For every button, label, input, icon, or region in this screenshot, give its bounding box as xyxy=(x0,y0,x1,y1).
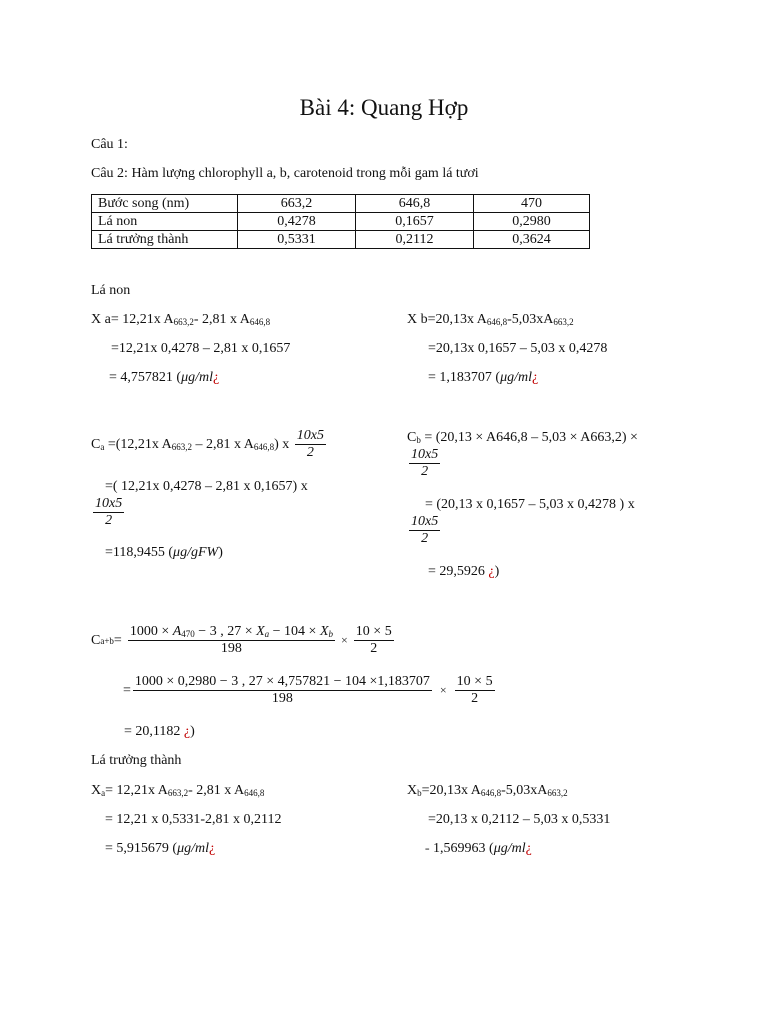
formula-xb-mature-result xyxy=(425,841,532,857)
unit: μg/ml xyxy=(493,841,526,856)
formula-xb-mature xyxy=(407,783,568,799)
formula-text: − 3 , 27 × xyxy=(194,624,257,639)
formula-text: = xyxy=(113,632,122,648)
absorbance-table xyxy=(91,194,590,249)
subscript: a xyxy=(100,441,105,452)
formula-var: X xyxy=(319,624,329,639)
fraction-denominator: 2 xyxy=(421,531,429,547)
fraction-numerator: 10x5 xyxy=(409,514,440,531)
times-sign: × xyxy=(439,682,447,697)
formula-var: A xyxy=(172,624,182,639)
subscript: 646,8 xyxy=(249,317,271,327)
formula-cb xyxy=(407,430,638,446)
formula-text: X xyxy=(407,783,418,798)
subscript: 646,8 xyxy=(253,441,275,452)
formula-text: = xyxy=(123,682,131,698)
formula-text: X xyxy=(91,783,102,798)
table-row xyxy=(92,213,590,231)
result-text: ) xyxy=(218,545,223,560)
fraction-numerator xyxy=(128,624,335,641)
table-cell: 663,2 xyxy=(238,195,356,213)
fraction-numerator: 1000 × 0,2980 − 3 , 27 × 4,757821 − 104 ×1,183707 xyxy=(133,674,432,691)
table-cell: Bước song (nm) xyxy=(92,195,238,213)
table-cell: 0,2980 xyxy=(474,213,590,231)
formula-xa-mature xyxy=(91,783,264,799)
subscript: 646,8 xyxy=(486,317,508,327)
unit: μg/ml xyxy=(181,370,213,385)
subscript: b xyxy=(417,788,422,798)
formula-text: C xyxy=(91,632,101,648)
fraction-numerator: 10 × 5 xyxy=(354,624,394,641)
subscript: a xyxy=(264,629,270,639)
formula-xb-result xyxy=(428,370,538,386)
formula-xa-mature-result xyxy=(105,841,215,857)
fraction-numerator: 10 × 5 xyxy=(455,674,495,691)
formula-text: 1000 × xyxy=(129,624,173,639)
question-1: Câu 1: xyxy=(91,137,128,152)
formula-cab: C a+b = $\frac{1000 \times A_{470} - 3 , 27 \times X_a - 104 \times X_b}{198}$ × $\frac{10 \times 5}{2}$ xyxy=(91,624,392,657)
formula-text: − 104 × xyxy=(269,624,320,639)
formula-text: - 2,81 x A xyxy=(193,312,250,327)
formula-text: C xyxy=(407,430,417,445)
result-text: = 1,183707 ( xyxy=(428,370,501,385)
small-equals: = xyxy=(425,845,430,854)
subscript: b xyxy=(416,435,421,445)
broken-char: ¿ xyxy=(488,564,495,579)
table-cell: 646,8 xyxy=(356,195,474,213)
formula-text: X b=20,13x A xyxy=(407,312,487,327)
result-text: = 20,1182 xyxy=(124,724,184,739)
fraction-denominator: 198 xyxy=(271,691,293,707)
result-text: = 5,915679 ( xyxy=(105,841,178,856)
formula-xa-mature-substitution: = 12,21 x 0,5331-2,81 x 0,2112 xyxy=(105,812,282,827)
section-heading-la-truong-thanh: Lá trưởng thành xyxy=(91,753,182,768)
fraction-numerator: 10x5 xyxy=(295,428,326,445)
formula-xb-mature-substitution: =20,13 x 0,2112 – 5,03 x 0,5331 xyxy=(428,812,611,827)
formula-text: = (20,13 × A646,8 – 5,03 × A663,2) × xyxy=(420,430,638,445)
fraction xyxy=(354,624,394,657)
fraction-denominator: 2 xyxy=(105,513,113,529)
unit: μg/ml xyxy=(177,841,209,856)
result-text: = 4,757821 ( xyxy=(109,370,182,385)
subscript: 663,2 xyxy=(553,317,574,327)
fraction xyxy=(455,674,495,707)
table-cell: 0,4278 xyxy=(238,213,356,231)
formula-xb-substitution: =20,13x 0,1657 – 5,03 x 0,4278 xyxy=(428,341,608,356)
unit: μg/gFW xyxy=(173,545,219,560)
formula-ca-result xyxy=(105,545,223,561)
formula-cb-fraction-2 xyxy=(407,514,442,547)
question-2: Câu 2: Hàm lượng chlorophyll a, b, carotenoid trong mỗi gam lá tươi xyxy=(91,166,479,181)
formula-cb-substitution: = (20,13 x 0,1657 – 5,03 x 0,4278 ) x xyxy=(425,497,635,512)
formula-text: -5,03xA xyxy=(507,312,554,327)
formula-text: -5,03xA xyxy=(501,783,548,798)
subscript: 470 xyxy=(181,629,195,639)
table-cell: Lá trưởng thành xyxy=(92,231,238,249)
formula-xa xyxy=(91,312,270,328)
fraction xyxy=(409,447,440,480)
formula-text: – 2,81 x A xyxy=(192,436,254,452)
table-cell: 470 xyxy=(474,195,590,213)
formula-xb xyxy=(407,312,574,328)
formula-cb-result xyxy=(428,564,499,580)
fraction-denominator: 2 xyxy=(370,641,378,657)
table-cell: 0,5331 xyxy=(238,231,356,249)
formula-text: =(12,21x A xyxy=(104,436,172,452)
formula-cb-fraction xyxy=(407,447,442,480)
fraction xyxy=(133,674,432,707)
subscript: 646,8 xyxy=(480,788,502,798)
subscript: 663,2 xyxy=(547,788,568,798)
fraction-denominator: 198 xyxy=(220,641,242,657)
subscript: a xyxy=(101,788,106,798)
page-title: Bài 4: Quang Hợp xyxy=(299,95,469,120)
fraction xyxy=(295,428,326,461)
formula-text: X a= 12,21x A xyxy=(91,312,174,327)
table-cell: 0,3624 xyxy=(474,231,590,249)
result-text: 1,569963 ( xyxy=(429,841,494,856)
broken-char: ¿ xyxy=(531,370,539,385)
result-text: ) xyxy=(190,724,195,739)
times-sign: × xyxy=(341,632,348,647)
formula-text: - 2,81 x A xyxy=(188,783,245,798)
subscript: 663,2 xyxy=(167,788,189,798)
subscript: 663,2 xyxy=(171,441,192,452)
formula-text: =20,13x A xyxy=(421,783,481,798)
broken-char: ¿ xyxy=(183,724,191,739)
section-heading-la-non: Lá non xyxy=(91,283,131,298)
table-row xyxy=(92,231,590,249)
broken-char: ¿ xyxy=(208,841,216,856)
fraction-denominator: 2 xyxy=(471,691,479,707)
broken-char: ¿ xyxy=(525,841,532,856)
fraction-denominator: 2 xyxy=(306,445,314,461)
formula-ca-fraction xyxy=(91,496,126,529)
table-header-row xyxy=(92,195,590,213)
result-text: =118,9455 ( xyxy=(105,545,174,560)
table-cell: 0,1657 xyxy=(356,213,474,231)
subscript: 663,2 xyxy=(173,317,194,327)
formula-xa-result xyxy=(109,370,219,386)
result-text: ) xyxy=(494,564,500,579)
formula-ca-substitution: =( 12,21x 0,4278 – 2,81 x 0,1657) x xyxy=(105,479,308,494)
formula-text: = 12,21x A xyxy=(105,783,168,798)
table-cell: 0,2112 xyxy=(356,231,474,249)
formula-ca xyxy=(91,428,328,461)
fraction xyxy=(93,496,124,529)
subscript: b xyxy=(328,629,334,639)
subscript: 646,8 xyxy=(244,788,265,798)
result-text: = 29,5926 xyxy=(428,564,489,579)
fraction-numerator: 10x5 xyxy=(409,447,440,464)
formula-xa-substitution: =12,21x 0,4278 – 2,81 x 0,1657 xyxy=(111,341,291,356)
table-cell: Lá non xyxy=(92,213,238,231)
formula-text: C xyxy=(91,436,101,452)
formula-cab-substitution xyxy=(123,674,497,707)
unit: μg/ml xyxy=(500,370,532,385)
formula-var: X xyxy=(256,624,265,639)
fraction xyxy=(128,624,335,657)
fraction-numerator: 10x5 xyxy=(93,496,124,513)
fraction-denominator: 2 xyxy=(421,464,429,480)
fraction xyxy=(409,514,440,547)
formula-cab-result xyxy=(124,724,195,740)
broken-char: ¿ xyxy=(212,370,220,385)
formula-text: ) x xyxy=(274,436,290,452)
